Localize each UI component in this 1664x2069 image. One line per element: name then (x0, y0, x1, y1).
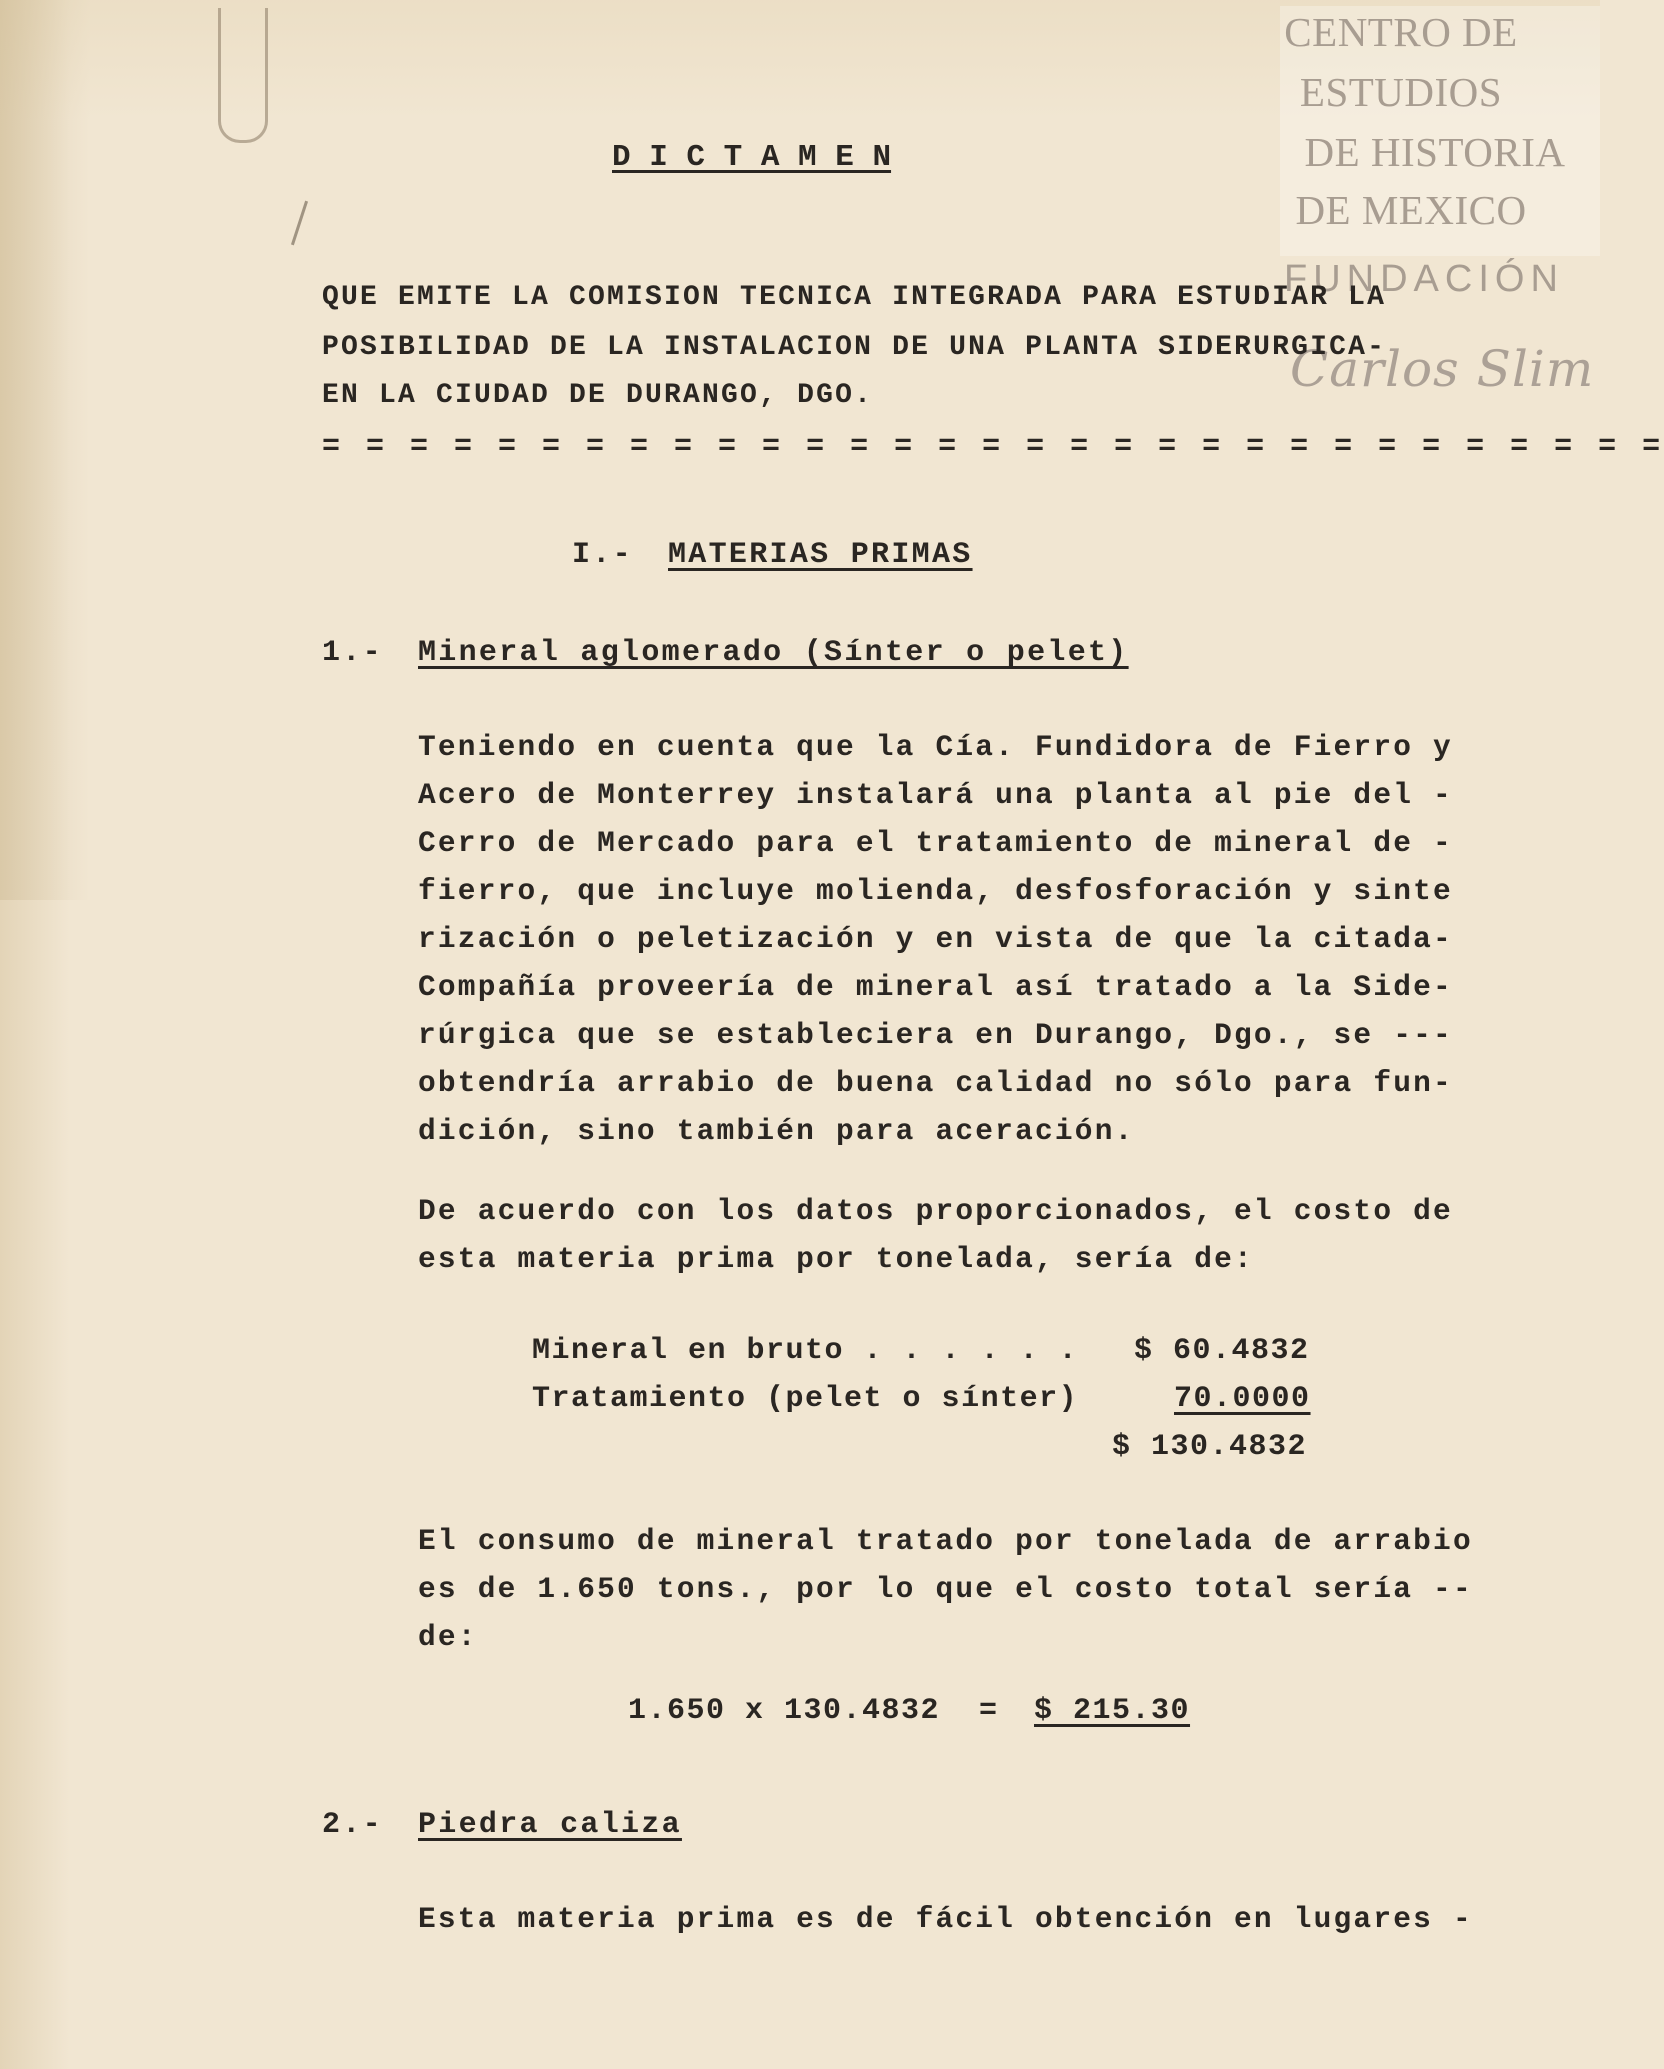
watermark-fundacion: FUNDACIÓN (1284, 258, 1564, 300)
item-number: 1.- (322, 636, 383, 670)
paragraph-line: Acero de Monterrey instalará una planta al pie del - (418, 778, 1453, 812)
cost-value: 70.0000 (1174, 1382, 1311, 1416)
watermark-line: DE MEXICO (1295, 187, 1527, 233)
paper-fold-shadow (0, 0, 90, 900)
formula: 1.650 x 130.4832 = (628, 1694, 999, 1728)
section-number: I.- (572, 538, 633, 572)
paragraph-line: fierro, que incluye molienda, desfosforación y sinte (418, 874, 1453, 908)
paragraph-line: Compañía proveería de mineral así tratado a la Side- (418, 970, 1453, 1004)
watermark-line: CENTRO DE (1284, 9, 1518, 55)
paragraph-line: De acuerdo con los datos proporcionados, el costo de (418, 1194, 1453, 1228)
watermark-line: DE HISTORIA (1304, 129, 1566, 175)
paragraph-line: Esta materia prima es de fácil obtención en lugares - (418, 1902, 1473, 1936)
paragraph-line: obtendría arrabio de buena calidad no sólo para fun- (418, 1066, 1453, 1100)
item-title: Piedra caliza (418, 1808, 682, 1842)
separator-line: = = = = = = = = = = = = = = = = = = = = = = = = = = = = = = = (322, 430, 1664, 464)
paragraph-line: rúrgica que se estableciera en Durango, Dgo., se --- (418, 1018, 1453, 1052)
subtitle-line: EN LA CIUDAD DE DURANGO, DGO. (322, 380, 874, 411)
cost-label: Mineral en bruto . . . . . . (532, 1334, 1079, 1368)
paragraph-line: rización o peletización y en vista de que la citada- (418, 922, 1453, 956)
document-title: D I C T A M E N (612, 140, 892, 175)
paragraph-line: es de 1.650 tons., por lo que el costo total sería -- (418, 1572, 1473, 1606)
item-title: Mineral aglomerado (Sínter o pelet) (418, 636, 1129, 670)
cost-total: $ 130.4832 (1112, 1430, 1308, 1464)
subtitle-line: QUE EMITE LA COMISION TECNICA INTEGRADA PARA ESTUDIAR LA (322, 282, 1387, 313)
paragraph-line: dición, sino también para aceración. (418, 1114, 1135, 1148)
cost-value: $ 60.4832 (1134, 1334, 1310, 1368)
formula-result: $ 215.30 (1034, 1694, 1191, 1728)
paragraph-line: Cerro de Mercado para el tratamiento de mineral de - (418, 826, 1453, 860)
paragraph-line: El consumo de mineral tratado por tonelada de arrabio (418, 1524, 1473, 1558)
watermark-line: ESTUDIOS (1299, 69, 1503, 115)
item-number: 2.- (322, 1808, 383, 1842)
paragraph-line: esta materia prima por tonelada, sería de: (418, 1242, 1254, 1276)
paragraph-line: de: (418, 1620, 478, 1654)
pencil-mark (291, 201, 308, 246)
paragraph-line: Teniendo en cuenta que la Cía. Fundidora de Fierro y (418, 730, 1453, 764)
watermark-signature: Carlos Slim (1290, 340, 1595, 398)
paperclip-mark (218, 8, 268, 143)
subtitle-line: POSIBILIDAD DE LA INSTALACION DE UNA PLANTA SIDERURGICA- (322, 332, 1387, 363)
cost-label: Tratamiento (pelet o sínter) (532, 1382, 1079, 1416)
section-title: MATERIAS PRIMAS (668, 538, 973, 572)
